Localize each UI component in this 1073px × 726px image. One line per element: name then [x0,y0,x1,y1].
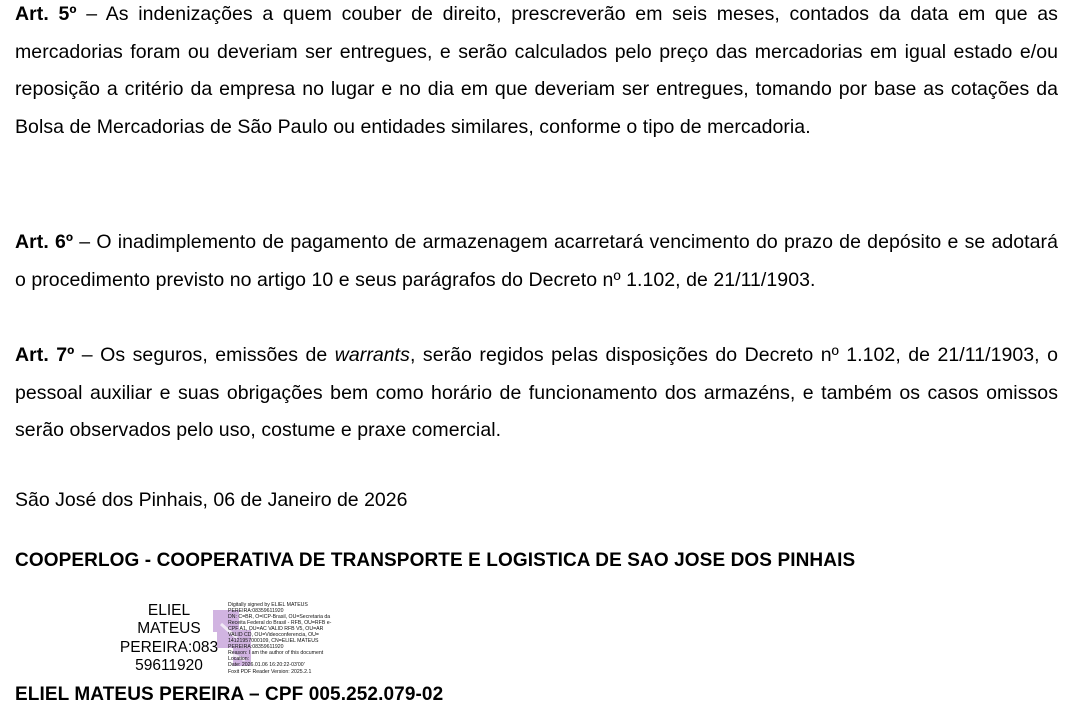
signature-detail-line: Date: 2026.01.06 16:20:22-03'00' [228,662,305,669]
signature-detail-line: Location: [228,656,250,663]
article-6-text: – O inadimplemento de pagamento de armazenagem acarretará vencimento do prazo de depósito e se adotará o procedimento previsto no artigo 10 e seus parágrafos do Decreto nº 1.102, de 21/11/1903. [15,231,1058,291]
signature-signer-name [113,602,225,676]
company-name: COOPERLOG - COOPERATIVA DE TRANSPORTE E LOGISTICA DE SAO JOSE DOS PINHAIS [15,550,856,571]
article-7-italic-term: warrants [334,344,410,366]
signature-name-line: MATEUS [137,620,201,638]
signer-name-cpf: ELIEL MATEUS PEREIRA – CPF 005.252.079-02 [15,684,444,705]
article-7-text-before: – Os seguros, emissões de [74,344,335,366]
article-7-paragraph [15,337,1058,450]
signature-detail-line: CPF A1, OU=AC VALID RFB V5, OU=AR [228,626,324,633]
signature-detail-line: Foxit PDF Reader Version: 2025.2.1 [228,668,312,675]
signature-detail-line: 14121957000109, CN=ELIEL MATEUS [228,638,319,645]
signature-name-line: 59611920 [135,657,203,675]
place-and-date: São José dos Pinhais, 06 de Janeiro de 2026 [15,489,408,511]
signature-detail-line: Reason: I am the author of this document [228,650,324,657]
signature-name-line: PEREIRA:083 [119,638,219,656]
signature-detail-line: VALID CD, OU=Videoconferencia, OU= [228,632,319,639]
signature-name-line: ELIEL [147,602,191,619]
article-6-paragraph [15,224,1058,299]
article-7-label: Art. 7º [15,344,75,366]
article-5-text: – As indenizações a quem couber de direito, prescreverão em seis meses, contados da data em que as mercadorias foram ou deveriam ser entregues, e serão calculados pelo preço das mercadorias em igual estado e/ou reposição a critério da empresa no lugar e no dia em que deveriam ser entregues, tomando por base as cotações da Bolsa de Mercadorias de São Paulo ou entidades similares, conforme o tipo de mercadoria. [15,3,1058,138]
signature-detail-line: PEREIRA:08359611920 [228,608,284,615]
signature-detail-line: Digitally signed by ELIEL MATEUS [228,602,308,608]
signature-details [228,602,350,675]
signature-detail-line: PEREIRA:08359611920 [228,644,284,651]
signature-detail-line: DN: C=BR, O=ICP-Brasil, OU=Secretaria da [228,614,331,621]
article-5-label: Art. 5º [15,3,77,25]
digital-signature-block[interactable] [113,600,373,682]
article-5-paragraph [15,0,1058,146]
article-7-text-after: , serão regidos pelas disposições do Decreto nº 1.102, de 21/11/1903, o pessoal auxiliar e suas obrigações bem como horário de funcionamento dos armazéns, e também os casos omissos serão observados pelo uso, costume e praxe comercial. [15,344,1058,441]
article-6-label: Art. 6º [15,231,74,253]
signature-detail-line: Receita Federal do Brasil - RFB, OU=RFB e- [228,620,332,627]
